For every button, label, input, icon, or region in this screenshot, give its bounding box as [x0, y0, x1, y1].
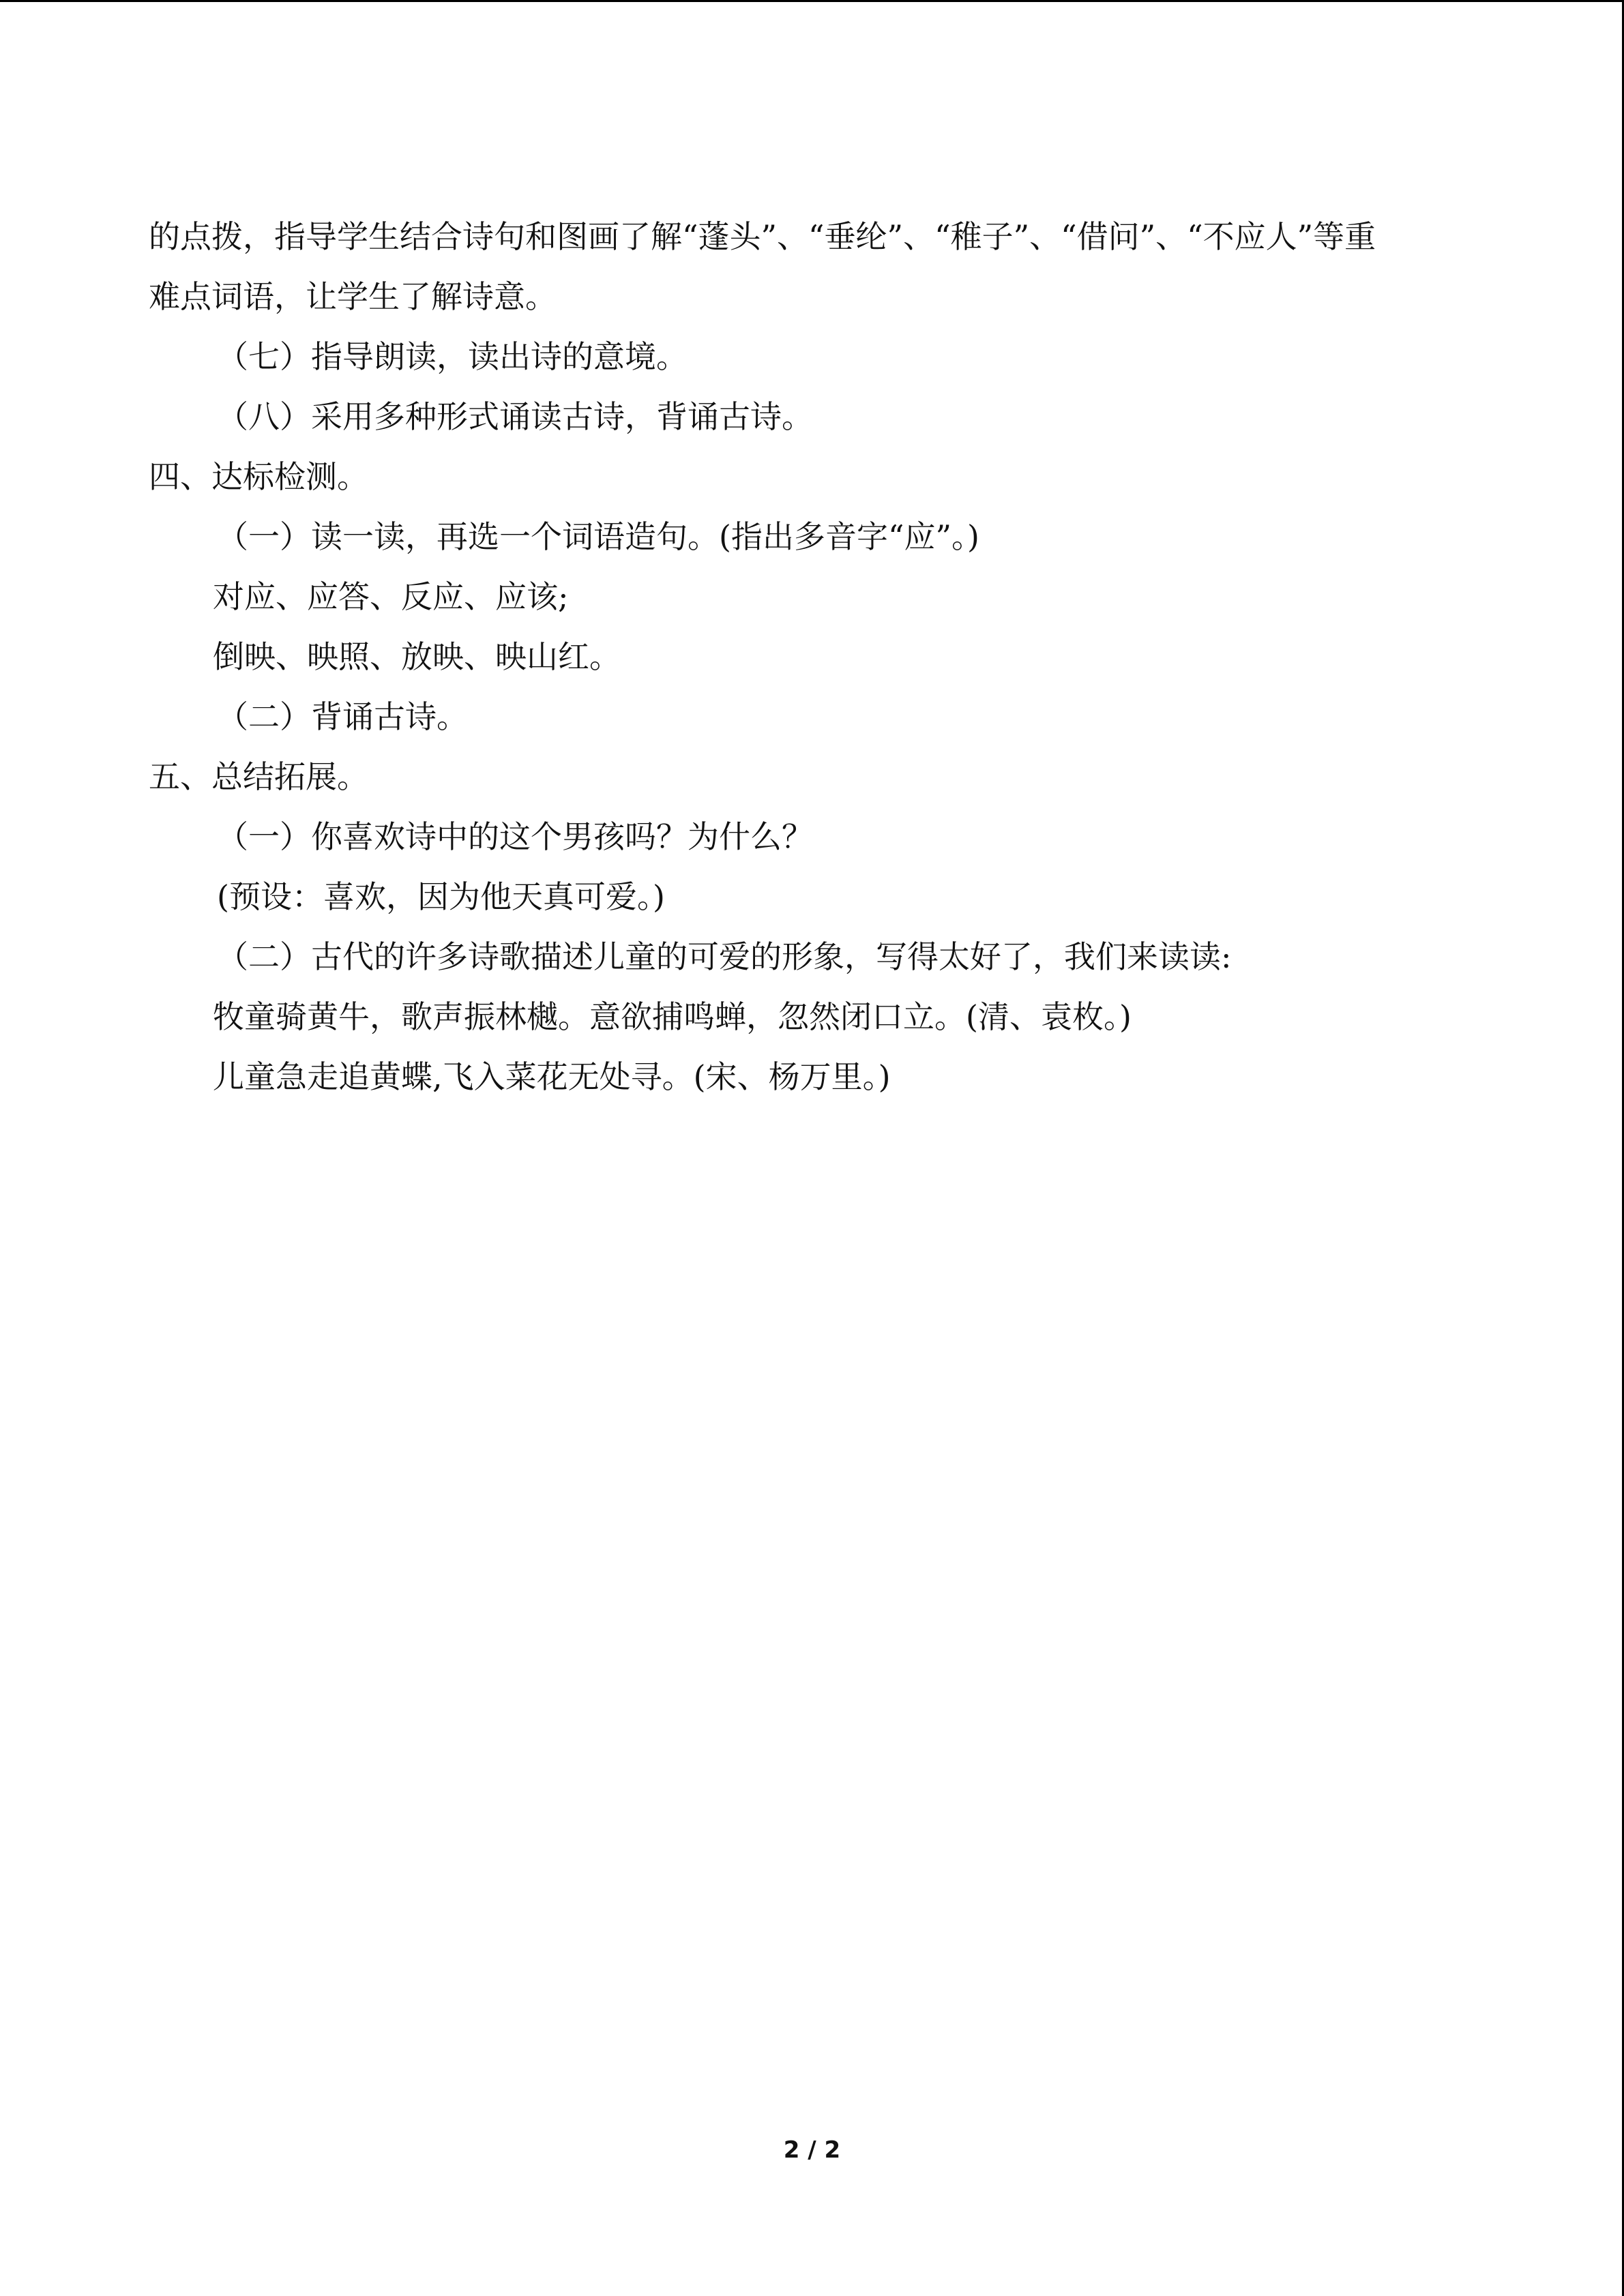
document-body	[149, 207, 1499, 1107]
word-list-ying: 对应、应答、反应、应该;	[213, 578, 569, 615]
word-list-yingzhao: 倒映、映照、放映、映山红。	[213, 638, 621, 675]
section-heading-five: 五、总结拓展。	[149, 758, 368, 795]
section-heading-four: 四、达标检测。	[149, 458, 368, 495]
paragraph-line: 难点词语，让学生了解诗意。	[149, 278, 557, 315]
step-seven: （七）指导朗读，读出诗的意境。	[217, 338, 688, 375]
poem-quote-yang-wanli: 儿童急走追黄蝶,飞入菜花无处寻。(宋、杨万里。)	[213, 1058, 891, 1095]
step-eight: （八）采用多种形式诵读古诗，背诵古诗。	[217, 398, 813, 435]
exercise-one: （一）读一读，再选一个词语造句。(指出多音字“应”。)	[217, 518, 979, 555]
exercise-two: （二）背诵古诗。	[217, 698, 468, 735]
page-number: 2 / 2	[783, 2136, 841, 2164]
poem-quote-yuan-mei: 牧童骑黄牛，歌声振林樾。意欲捕鸣蝉，忽然闭口立。(清、袁枚。)	[213, 998, 1132, 1035]
preset-answer: (预设：喜欢，因为他天真可爱。)	[217, 878, 665, 915]
paragraph-line: 的点拨，指导学生结合诗句和图画了解“蓬头”、“垂纶”、“稚子”、“借问”、“不应人”等重	[149, 218, 1376, 255]
question-two: （二）古代的许多诗歌描述儿童的可爱的形象，写得太好了，我们来读读:	[217, 938, 1232, 975]
question-one: （一）你喜欢诗中的这个男孩吗？为什么？	[217, 818, 813, 855]
